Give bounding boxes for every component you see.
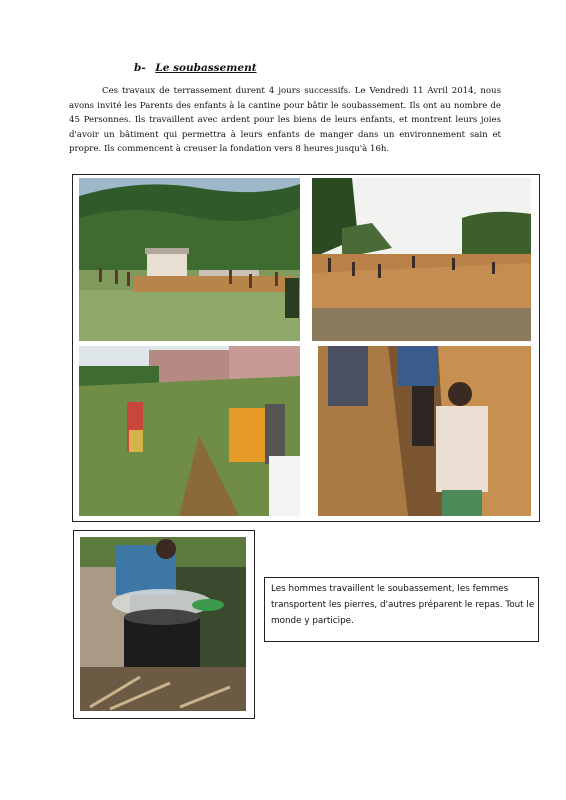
- body-paragraph: Ces travaux de terrassement durent 4 jours successifs. Le Vendredi 11 Avril 2014, nous avons invité les Parents des enfants à la cantine pour bâtir le soubassement. Ils ont au nombre de 45 Personnes. Ils travaillent avec ardent pour les biens de leurs enfants, et montrent leurs joies d'avoir un bâtiment qui permettra à leurs enfants de manger dans un environnement sain et propre. Ils commencent à creuser la fondation vers 8 heures jusqu'à 16h.: [69, 86, 501, 155]
- section-heading: [134, 62, 257, 74]
- photo-cooking: [80, 537, 246, 711]
- photo-carrying-stones: [79, 346, 300, 516]
- photo-cleared-field: [312, 178, 531, 341]
- caption-box: Les hommes travaillent le soubassement, les femmes transportent les pierres, d'autres préparent le repas. Tout le monde y participe.: [264, 577, 539, 642]
- section-label: b-: [134, 62, 146, 74]
- photo-hillside-building: [79, 178, 300, 341]
- section-title: Le soubassement: [155, 62, 257, 74]
- photo-trench-digging: [318, 346, 531, 516]
